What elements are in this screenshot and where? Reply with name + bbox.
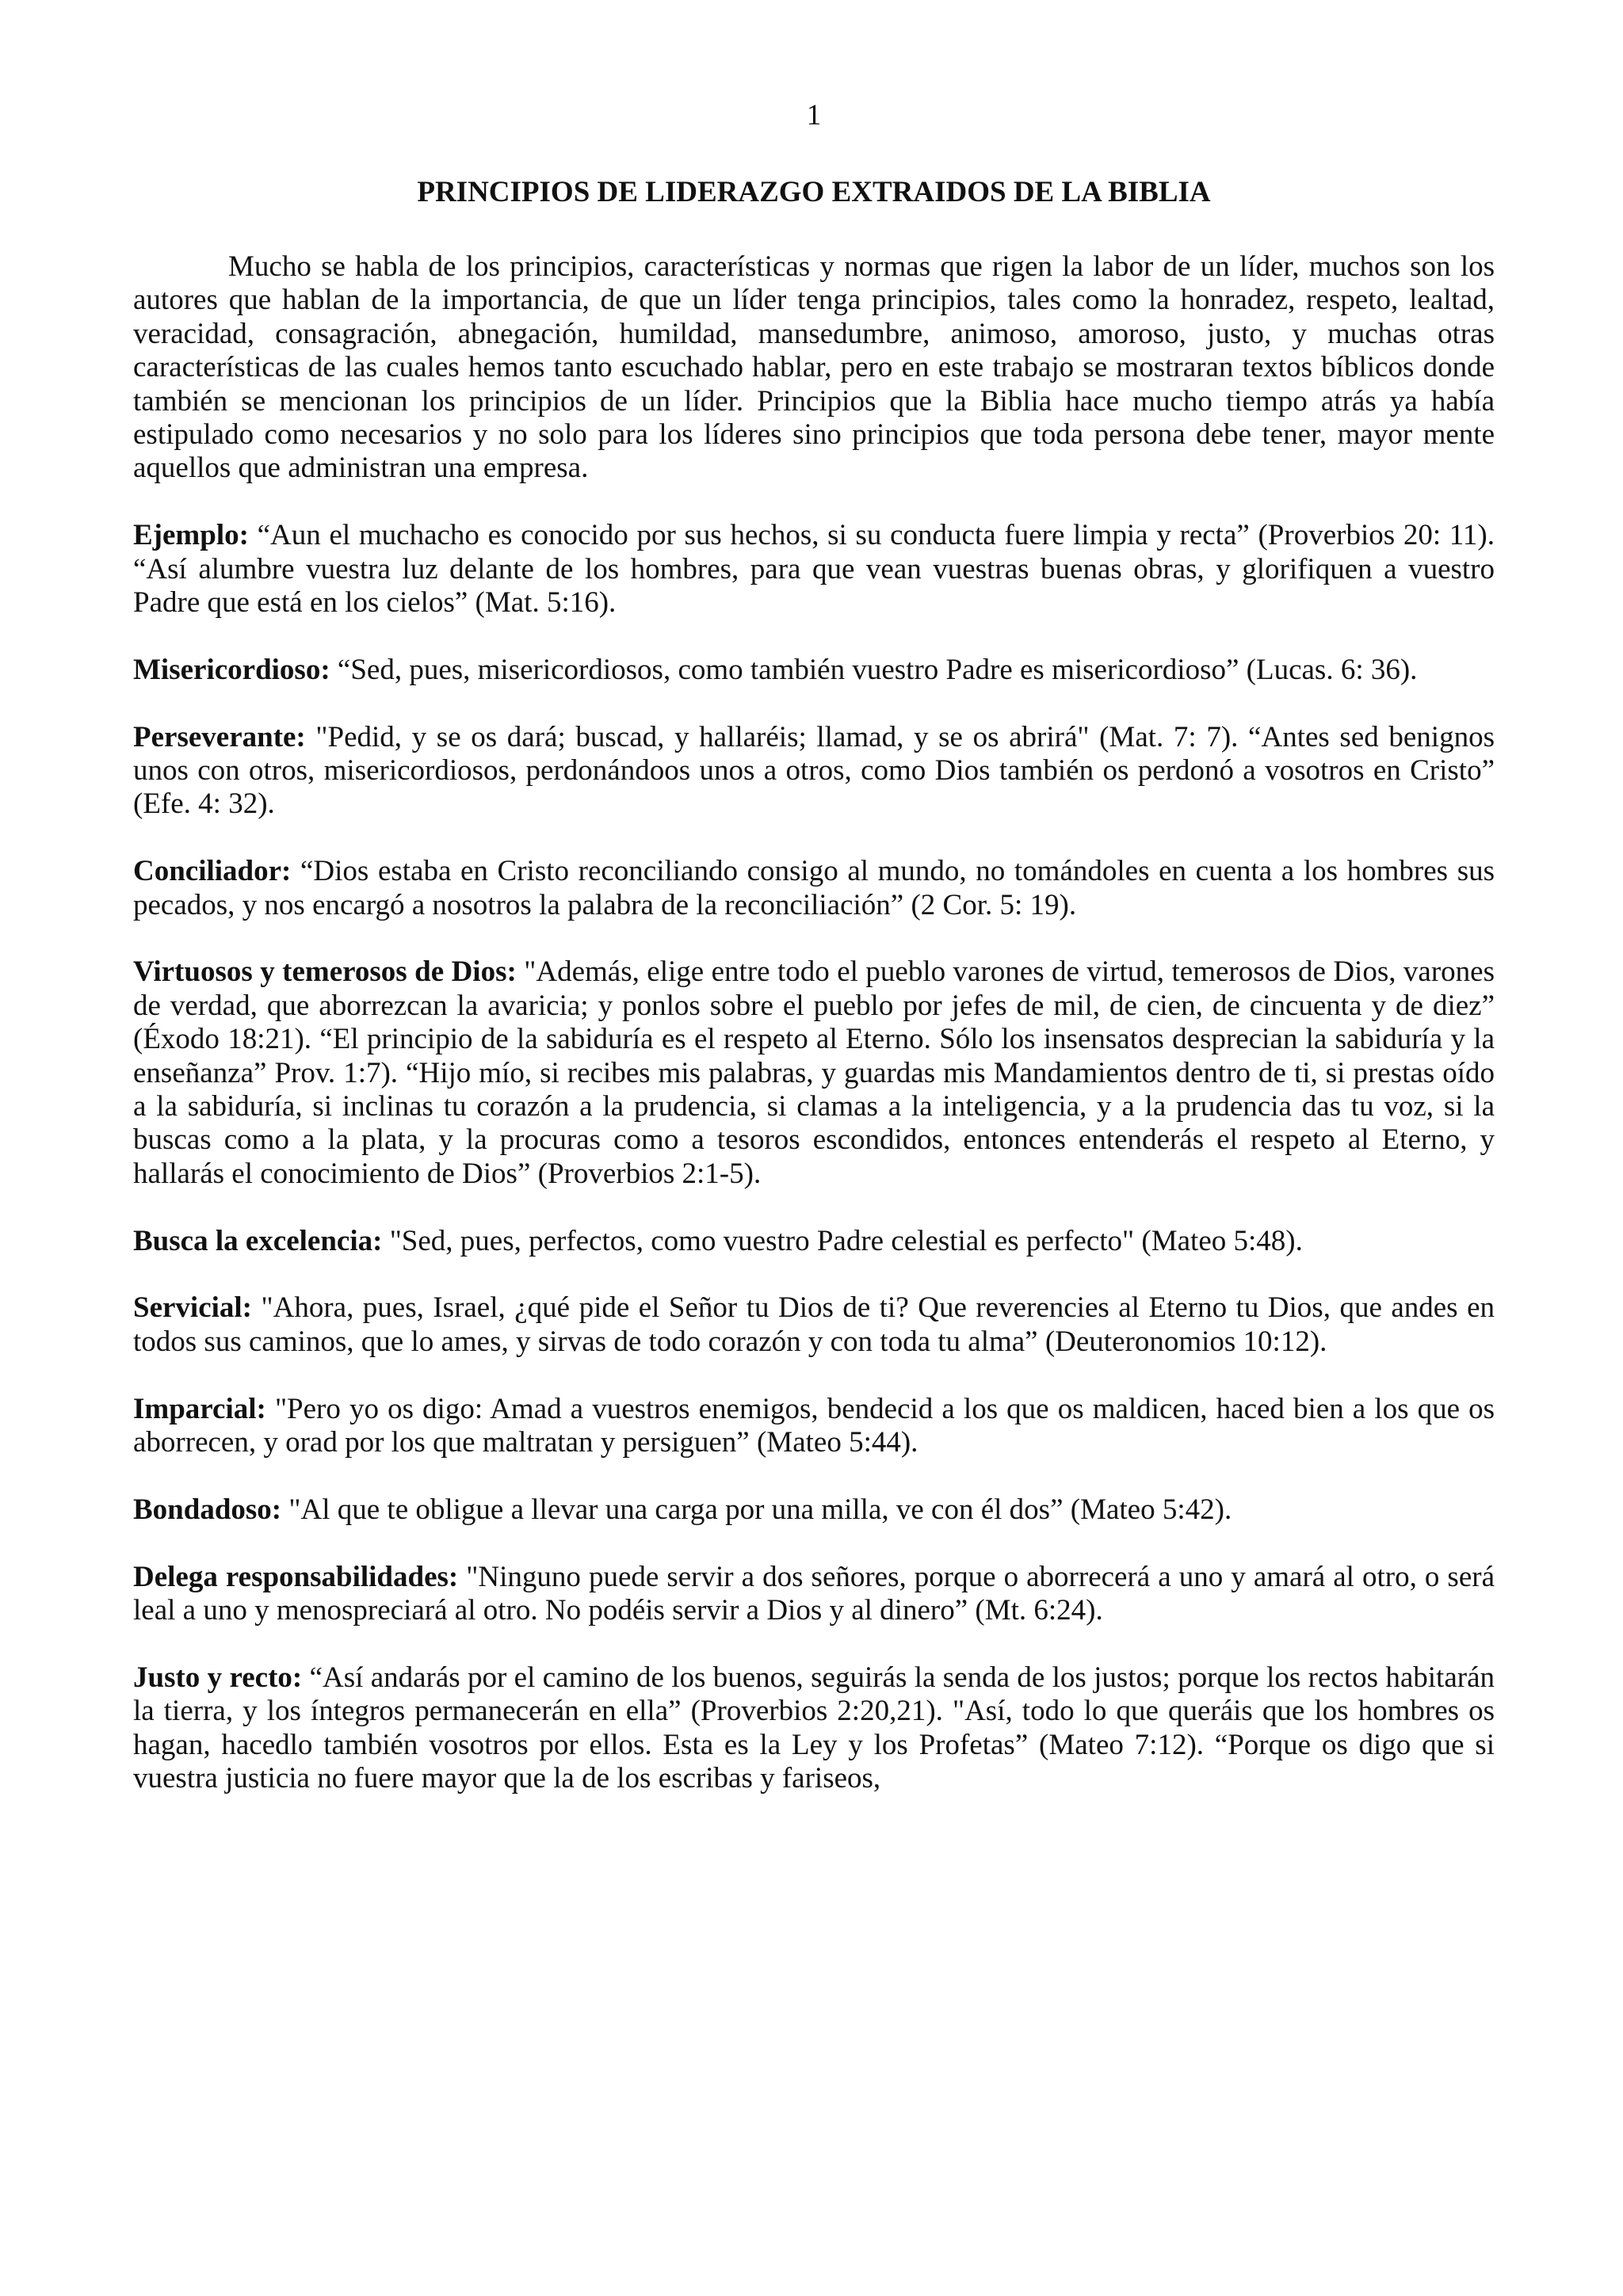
section-text: “Dios estaba en Cristo reconciliando consigo al mundo, no tomándoles en cuenta a los hombres sus pecados, y nos encargó a nosotros la palabra de la reconciliación” (2 Cor. 5: 19). (133, 855, 1495, 921)
section-term: Misericordioso: (133, 653, 330, 686)
section-text: "Al que te obligue a llevar una carga por una milla, ve con él dos” (Mateo 5:42). (281, 1493, 1232, 1526)
section-delega (133, 1561, 1495, 1628)
section-excelencia (133, 1225, 1495, 1258)
section-text: "Pedid, y se os dará; buscad, y hallaréis; llamad, y se os abrirá" (Mat. 7: 7). “Antes sed benignos unos con otros, misericordiosos, perdonándoos unos a otros, como Dios también os perdonó a vosotros en Cristo” (Efe. 4: 32). (133, 720, 1495, 821)
section-text: "Ninguno puede servir a dos señores, porque o aborrecerá a uno y amará al otro, o será leal a uno y menospreciará al otro. No podéis servir a Dios y al dinero” (Mt. 6:24). (133, 1560, 1495, 1627)
section-text: "Sed, pues, perfectos, como vuestro Padre celestial es perfecto" (Mateo 5:48). (382, 1224, 1303, 1257)
section-term: Imparcial: (133, 1392, 266, 1425)
section-term: Delega responsabilidades: (133, 1560, 459, 1593)
section-term: Ejemplo: (133, 519, 249, 552)
section-term: Servicial: (133, 1291, 253, 1325)
section-text: "Pero yo os digo: Amad a vuestros enemigos, bendecid a los que os maldicen, haced bien a los que os aborrecen, y orad por los que maltratan y persiguen” (Mateo 5:44). (133, 1392, 1495, 1459)
section-imparcial (133, 1393, 1495, 1460)
section-bondadoso (133, 1493, 1495, 1527)
section-conciliador (133, 855, 1495, 922)
section-term: Busca la excelencia: (133, 1224, 383, 1257)
section-misericordioso (133, 654, 1495, 687)
intro-paragraph: Mucho se habla de los principios, características y normas que rigen la labor de un líder, muchos son los autores que hablan de la importancia, de que un líder tenga principios, tales como la honradez, respeto, lealtad, veracidad, consagración, abnegación, humildad, mansedumbre, animoso, amoroso, justo, y muchas otras características de las cuales hemos tanto escuchado hablar, pero en este trabajo se mostraran textos bíblicos donde también se mencionan los principios de un líder. Principios que la Biblia hace mucho tiempo atrás ya había estipulado como necesarios y no solo para los líderes sino principios que toda persona debe tener, mayor mente aquellos que administran una empresa. (133, 250, 1495, 485)
section-text: “Sed, pues, misericordiosos, como también vuestro Padre es misericordioso” (Lucas. 6: 36). (330, 653, 1418, 686)
section-term: Virtuosos y temerosos de Dios: (133, 955, 517, 989)
document-body (133, 250, 1495, 1829)
document-title: PRINCIPIOS DE LIDERAZGO EXTRAIDOS DE LA BIBLIA (417, 176, 1211, 208)
section-justo (133, 1661, 1495, 1796)
section-servicial (133, 1291, 1495, 1359)
section-term: Bondadoso: (133, 1493, 282, 1526)
section-text: “Aun el muchacho es conocido por sus hechos, si su conducta fuere limpia y recta” (Proverbios 20: 11). “Así alumbre vuestra luz delante de los hombres, para que vean vuestras buenas obras, y glorifiquen a vuestro Padre que está en los cielos” (Mat. 5:16). (133, 519, 1495, 620)
section-ejemplo (133, 519, 1495, 620)
section-text: “Así andarás por el camino de los buenos, seguirás la senda de los justos; porque los rectos habitarán la tierra, y los íntegros permanecerán en ella” (Proverbios 2:20,21). "Así, todo lo que queráis que los hombres os hagan, hacedlo también vosotros por ellos. Esta es la Ley y los Profetas” (Mateo 7:12). “Porque os digo que si vuestra justicia no fuere mayor que la de los escribas y fariseos, (133, 1661, 1495, 1795)
section-text: "Además, elige entre todo el pueblo varones de virtud, temerosos de Dios, varones de verdad, que aborrezcan la avaricia; y ponlos sobre el pueblo por jefes de mil, de cien, de cincuenta y de diez” (Éxodo 18:21). “El principio de la sabiduría es el respeto al Eterno. Sólo los insensatos desprecian la sabiduría y la enseñanza” Prov. 1:7). “Hijo mío, si recibes mis palabras, y guardas mis Mandamientos dentro de ti, si prestas oído a la sabiduría, si inclinas tu corazón a la prudencia, si clamas a la inteligencia, y a la prudencia das tu voz, si la buscas como a la plata, y la procuras como a tesoros escondidos, entonces entenderás el respeto al Eterno, y hallarás el conocimiento de Dios” (Proverbios 2:1-5). (133, 955, 1495, 1190)
section-term: Conciliador: (133, 855, 292, 888)
section-perseverante (133, 721, 1495, 822)
section-term: Justo y recto: (133, 1661, 303, 1694)
section-term: Perseverante: (133, 720, 306, 753)
section-virtuosos (133, 955, 1495, 1191)
page-number: 1 (806, 99, 822, 132)
section-text: "Ahora, pues, Israel, ¿qué pide el Señor tu Dios de ti? Que reverencies al Eterno tu Dios, que andes en todos sus caminos, que lo ames, y sirvas de todo corazón y con toda tu alma” (Deuteronomios 10:12). (133, 1291, 1495, 1358)
